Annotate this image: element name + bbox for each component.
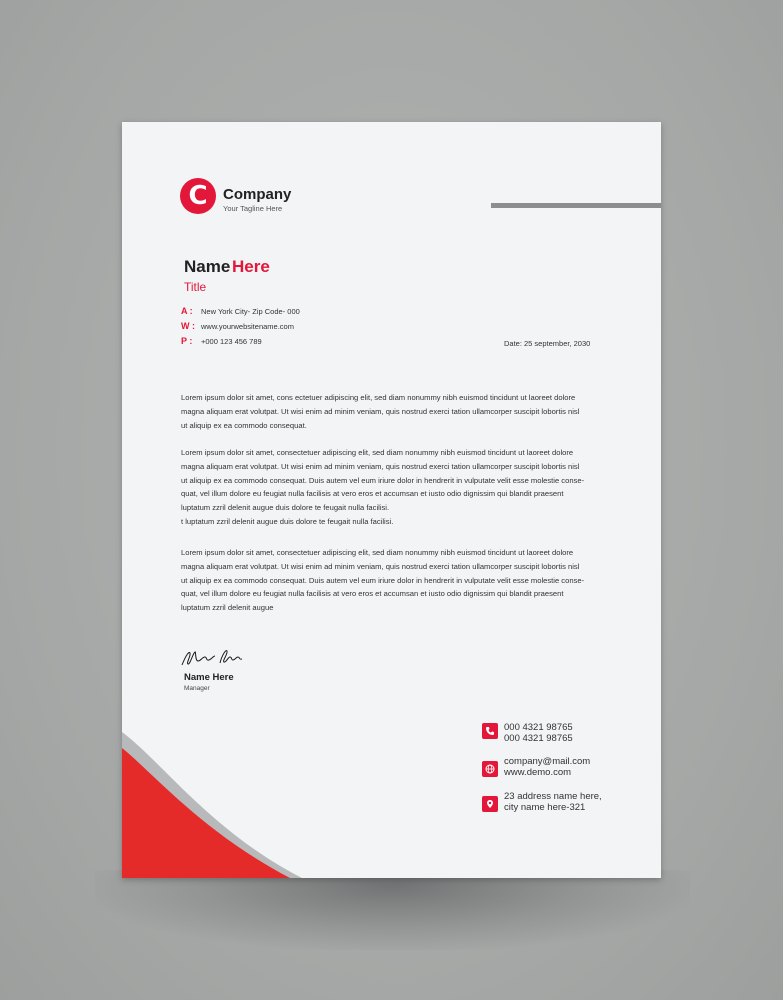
letterhead-page (122, 122, 661, 878)
contact-address (181, 306, 300, 316)
recipient-title: Title (184, 280, 207, 294)
header-rule (491, 203, 661, 208)
footer-site: www.demo.com (504, 767, 572, 778)
globe-icon (482, 761, 498, 777)
company-name: Company (223, 186, 292, 203)
corner-decoration (122, 722, 322, 878)
footer-address-line-1: 23 address name here, (504, 791, 602, 802)
logo-initial: C (188, 181, 208, 211)
recipient-name-last: Here (232, 257, 270, 276)
footer-address (504, 791, 602, 813)
web-label: W : (181, 321, 195, 331)
contact-phone (181, 336, 262, 346)
letter-date: Date: 25 september, 2030 (504, 339, 591, 348)
address-value: New York City- Zip Code- 000 (201, 307, 300, 316)
paper-shadow (95, 870, 690, 950)
contact-web (181, 321, 294, 331)
footer-email: company@mail.com (504, 756, 591, 767)
recipient-name-first: Name (184, 257, 231, 276)
footer-address-line-2: city name here-321 (504, 802, 586, 813)
phone-label: P : (181, 336, 193, 346)
company-tagline: Your Tagline Here (223, 204, 283, 213)
footer-web (504, 756, 590, 778)
web-value: www.yourwebsitename.com (201, 322, 294, 331)
body-paragraph-2: Lorem ipsum dolor sit amet, consectetuer adipiscing elit, sed diam nonummy nibh euismod tincidunt ut laoreet dolore magna aliquam erat volutpat. Ut wisi enim ad minim veniam, quis nostrud exerci tation ullamcorper suscipit lobortis nisl ut aliquip ex ea commodo consequat. Duis autem vel eum iriure dolor in hendrerit in vulputate velit esse molestie conse- quat, vel illum dolore eu feugiat nulla facilisis at vero eros et accumsan et iusto odio dignissim qui blandit praesent luptatum zzril delenit augue duis dolore te feugait nulla facilisi. t luptatum zzril delenit augue duis dolore te feugait nulla facilisi. (181, 448, 585, 526)
phone-icon (482, 723, 498, 739)
phone-value: +000 123 456 789 (201, 337, 262, 346)
footer-phones (504, 722, 573, 744)
body-paragraph-3: Lorem ipsum dolor sit amet, consectetuer adipiscing elit, sed diam nonummy nibh euismod tincidunt ut laoreet dolore magna aliquam erat volutpat. Ut wisi enim ad minim veniam, quis nostrud exerci tation ullamcorper suscipit lobortis nisl ut aliquip ex ea commodo consequat. Duis autem vel eum iriure dolor in hendrerit in vulputate velit esse molestie conse- quat, vel illum dolore eu feugiat nulla facilisis at vero eros et accumsan et iusto odio dignissim qui blandit praesent luptatum zzril delenit augue (181, 548, 585, 613)
handwritten-signature (180, 647, 250, 671)
signatory-role: Manager (184, 685, 210, 692)
footer-phone-1: 000 4321 98765 (504, 722, 573, 733)
body-paragraph-1: Lorem ipsum dolor sit amet, cons ectetuer adipiscing elit, sed diam nonummy nibh euismod tincidunt ut laoreet dolore magna aliquam erat volutpat. Ut wisi enim ad minim veniam, quis nostrud exerci tation ullamcorper suscipit lobortis nisl ut aliquip ex ea commodo consequat. (181, 393, 580, 430)
signatory-name: Name Here (184, 672, 234, 683)
company-logo-icon (180, 178, 216, 214)
address-label: A : (181, 306, 193, 316)
footer-phone-2: 000 4321 98765 (504, 733, 573, 744)
location-pin-icon (482, 796, 498, 812)
